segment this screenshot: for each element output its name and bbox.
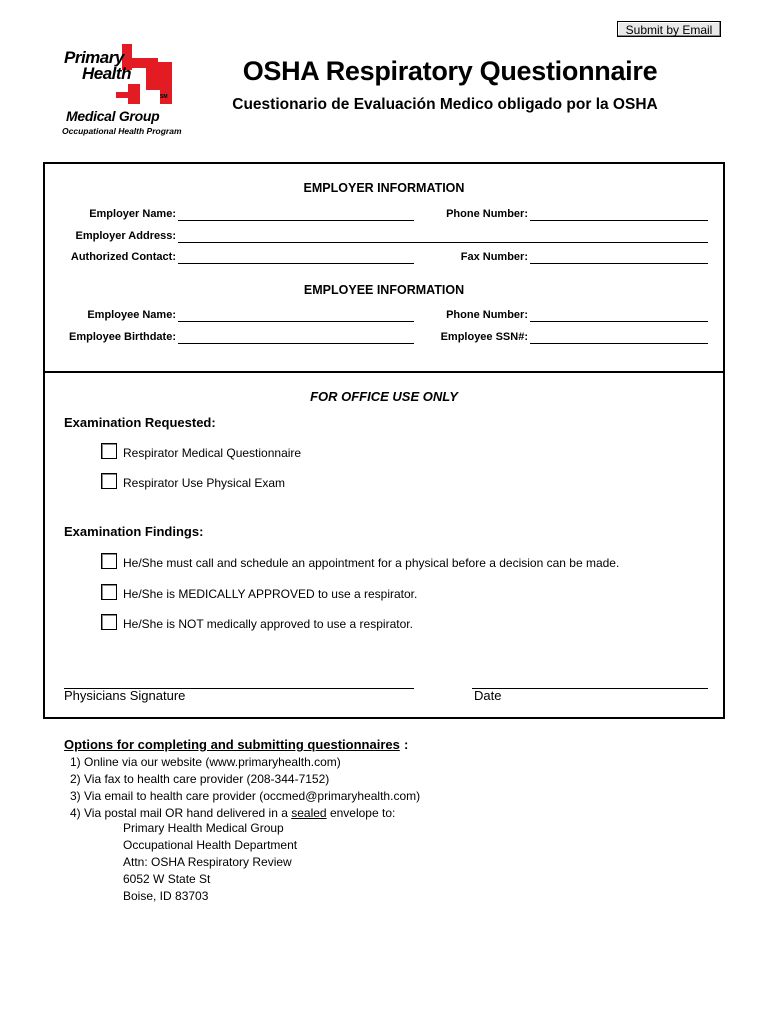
finding-schedule-label: He/She must call and schedule an appointment for a physical before a decision can be made. [123,556,620,570]
employee-name-field[interactable] [178,321,414,322]
logo-health-text: Health [82,64,131,83]
employer-address-label: Employer Address: [75,230,176,242]
physical-exam-checkbox[interactable] [101,473,117,489]
mailing-address [123,820,297,905]
finding-not-approved-label: He/She is NOT medically approved to use a respirator. [123,617,413,631]
office-use-heading: FOR OFFICE USE ONLY [310,389,458,404]
list-item: 2) Via fax to health care provider (208-344-7152) [70,772,330,786]
primary-health-logo [60,42,190,138]
employee-ssn-label: Employee SSN#: [440,331,528,343]
employer-phone-field[interactable] [530,220,708,221]
options-list [70,754,420,822]
list-item: 1) Online via our website (www.primaryhealth.com) [70,755,341,769]
address-line: Boise, ID 83703 [123,889,209,903]
address-line: Attn: OSHA Respiratory Review [123,855,292,869]
date-label: Date [474,688,502,703]
exam-findings-heading: Examination Findings: [64,524,204,539]
list-item: 3) Via email to health care provider (occmed@primaryhealth.com) [70,789,421,803]
logo-primary-text: Primary [64,48,124,67]
medical-questionnaire-label: Respirator Medical Questionnaire [123,446,302,460]
employer-name-label: Employer Name: [89,208,176,220]
fax-number-label: Fax Number: [460,251,528,263]
employee-section-heading: EMPLOYEE INFORMATION [303,283,465,297]
employee-birthdate-label: Employee Birthdate: [69,331,176,343]
logo-program-text: Occupational Health Program [62,126,182,136]
list-item-text: 4) Via postal mail OR hand delivered in a [70,806,292,820]
employee-phone-field[interactable] [530,321,708,322]
address-line: Primary Health Medical Group [123,821,284,835]
list-item-text: envelope to: [326,806,396,820]
employer-name-field[interactable] [178,220,414,221]
employee-birthdate-field[interactable] [178,343,414,344]
employee-ssn-field[interactable] [530,343,708,344]
employee-phone-label: Phone Number: [446,309,528,321]
page-subtitle: Cuestionario de Evaluación Medico obligado por la OSHA [232,96,658,113]
finding-approved-checkbox[interactable] [101,584,117,600]
physical-exam-label: Respirator Use Physical Exam [123,476,286,490]
authorized-contact-label: Authorized Contact: [70,251,176,263]
employer-phone-label: Phone Number: [446,208,528,220]
authorized-contact-field[interactable] [178,263,414,264]
finding-schedule-checkbox[interactable] [101,553,117,569]
employee-name-label: Employee Name: [87,309,176,321]
employer-section-heading: EMPLOYER INFORMATION [303,181,465,195]
exam-requested-heading: Examination Requested: [64,415,216,430]
options-heading: Options for completing and submitting questionnaires [64,737,400,752]
finding-approved-label: He/She is MEDICALLY APPROVED to use a respirator. [123,587,418,601]
address-line: 6052 W State St [123,872,211,886]
date-line[interactable] [472,688,708,689]
submit-by-email-button[interactable]: Submit by Email [617,21,721,37]
logo-medical-group-text: Medical Group [66,108,160,124]
fax-number-field[interactable] [530,263,708,264]
sealed-underlined-text: sealed [291,806,327,820]
address-line: Occupational Health Department [123,838,298,852]
finding-not-approved-checkbox[interactable] [101,614,117,630]
physician-signature-label: Physicians Signature [64,688,186,703]
employer-address-field[interactable] [178,242,708,243]
options-heading-colon: : [404,737,409,752]
medical-questionnaire-checkbox[interactable] [101,443,117,459]
logo-sm-mark: SM [160,94,168,100]
page-title: OSHA Respiratory Questionnaire [242,56,658,86]
